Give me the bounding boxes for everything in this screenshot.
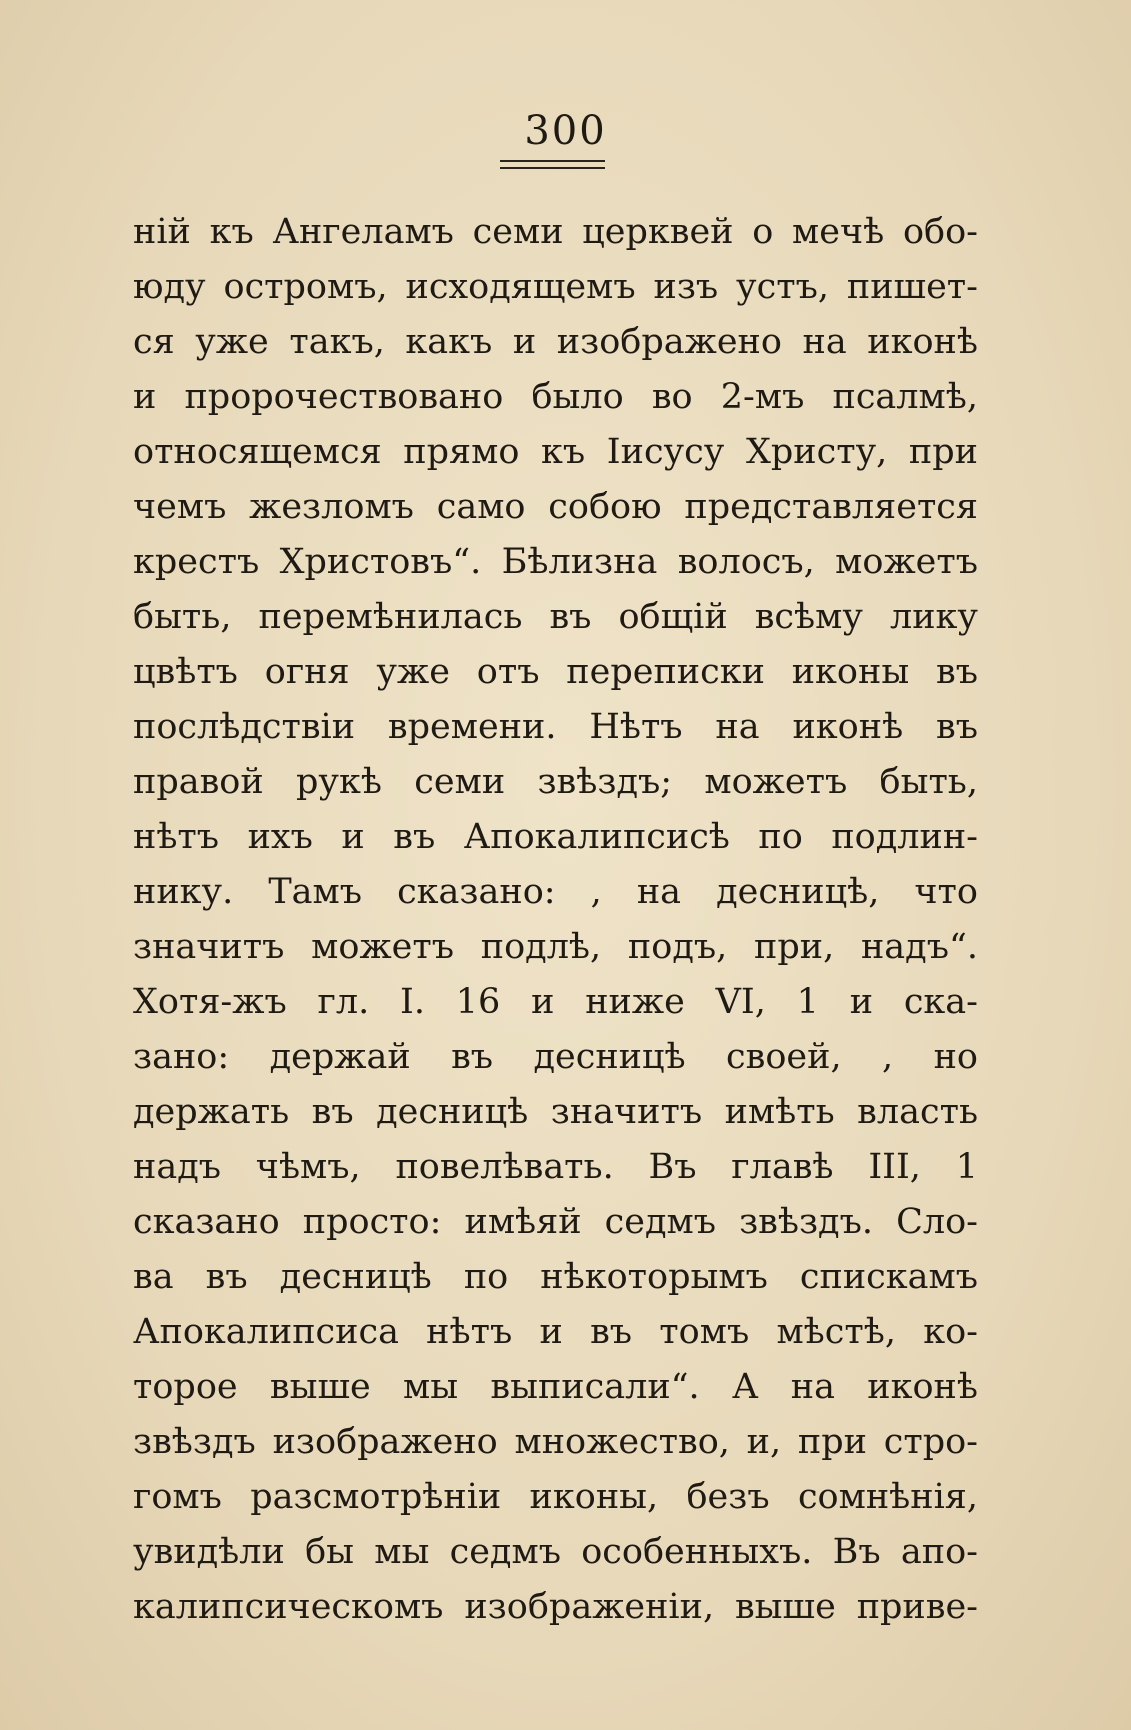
text-line: калипсическомъ изображеніи, выше приве- (133, 1587, 978, 1627)
text-line: быть, перемѣнилась въ общій всѣму лику (133, 597, 978, 637)
text-line: торое выше мы выписали“. А на иконѣ (133, 1367, 978, 1407)
text-line: нику. Тамъ сказано: , на десницѣ, что (133, 872, 978, 912)
text-line: увидѣли бы мы седмъ особенныхъ. Въ апо- (133, 1532, 978, 1572)
text-line: значитъ можетъ подлѣ, подъ, при, надъ“. (133, 927, 978, 967)
text-line: ва въ десницѣ по нѣкоторымъ спискамъ (133, 1257, 978, 1297)
text-line: нѣтъ ихъ и въ Апокалипсисѣ по подлин- (133, 817, 978, 857)
body-text (133, 205, 978, 1635)
header-rule-bottom (500, 167, 605, 169)
page-number: 300 (524, 108, 607, 154)
text-line: цвѣтъ огня уже отъ переписки иконы въ (133, 652, 978, 692)
text-line: Апокалипсиса нѣтъ и въ томъ мѣстѣ, ко- (133, 1312, 978, 1352)
text-line: звѣздъ изображено множество, и, при стро- (133, 1422, 978, 1462)
text-line: правой рукѣ семи звѣздъ; можетъ быть, (133, 762, 978, 802)
text-line: ній къ Ангеламъ семи церквей о мечѣ обо- (133, 212, 978, 252)
text-line: сказано просто: имѣяй седмъ звѣздъ. Сло- (133, 1202, 978, 1242)
header-rule-top (500, 160, 605, 162)
text-line: и пророчествовано было во 2-мъ псалмѣ, (133, 377, 978, 417)
text-line: гомъ разсмотрѣніи иконы, безъ сомнѣнія, (133, 1477, 978, 1517)
text-line: держать въ десницѣ значитъ имѣть власть (133, 1092, 978, 1132)
text-line: надъ чѣмъ, повелѣвать. Въ главѣ III, 1 (133, 1147, 978, 1187)
text-line: чемъ жезломъ само собою представляется (133, 487, 978, 527)
text-line: относящемся прямо къ Іисусу Христу, при (133, 432, 978, 472)
text-line: послѣдствіи времени. Нѣтъ на иконѣ въ (133, 707, 978, 747)
text-line: ся уже такъ, какъ и изображено на иконѣ (133, 322, 978, 362)
text-line: юду остромъ, исходящемъ изъ устъ, пишет- (133, 267, 978, 307)
text-line: Хотя-жъ гл. I. 16 и ниже VI, 1 и ска- (133, 982, 978, 1022)
text-line: зано: держай въ десницѣ своей, , но (133, 1037, 978, 1077)
text-line: крестъ Христовъ“. Бѣлизна волосъ, можетъ (133, 542, 978, 582)
